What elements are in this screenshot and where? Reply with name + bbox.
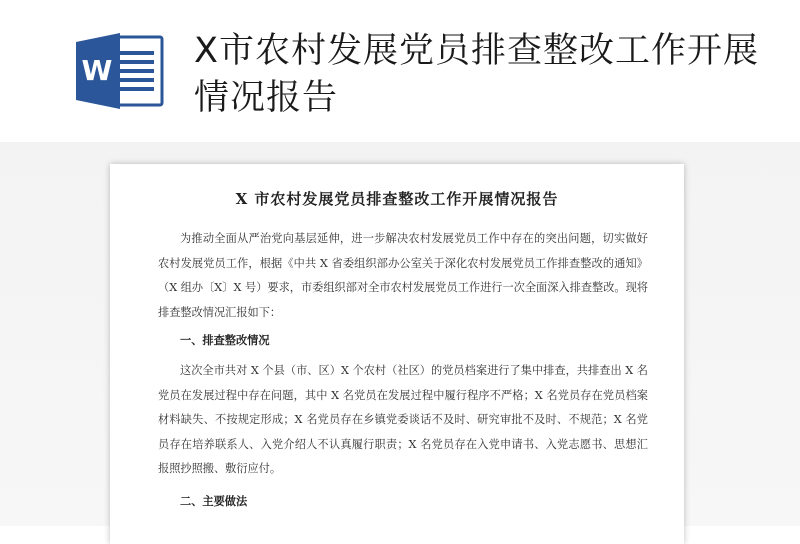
intro-paragraph: 为推动全面从严治党向基层延伸，进一步解决农村发展党员工作中存在的突出问题，切实做好农村发展党员工作，根据《中共 X 省委组织部办公室关于深化农村发展党员工作排查整改的通知》（X 组办〔X〕X 号）要求，市委组织部对全市农村发展党员工作进行一次全面深入排查整改。现将排查整改情况汇报如下： <box>158 232 648 319</box>
document-title: X 市农村发展党员排查整改工作开展情况报告 <box>235 190 559 208</box>
section-heading-1: 一、排查整改情况 <box>180 333 270 347</box>
word-document-icon <box>76 33 164 109</box>
document-page <box>110 164 684 544</box>
section-1-paragraph: 这次全市共对 X 个县（市、区）X 个农村（社区）的党员档案进行了集中排查，共排查出 X 名党员在发展过程中存在问题，其中 X 名党员在发展过程中履行程序不严格；X 名党员存在党员档案材料缺失、不按规定形成；X 名党员存在乡镇党委谈话不及时、研究审批不及时、不规范；X 名党员存在培养联系人、入党介绍人不认真履行职责；X 名党员存在入党申请书、入党志愿书、思想汇报照抄照搬、敷衍应付。 <box>158 364 648 475</box>
section-heading-2: 二、主要做法 <box>180 494 248 508</box>
page-title: X市农村发展党员排查整改工作开展情况报告 <box>194 31 759 118</box>
word-icon-letter: W <box>81 54 113 87</box>
header-band <box>0 0 800 142</box>
